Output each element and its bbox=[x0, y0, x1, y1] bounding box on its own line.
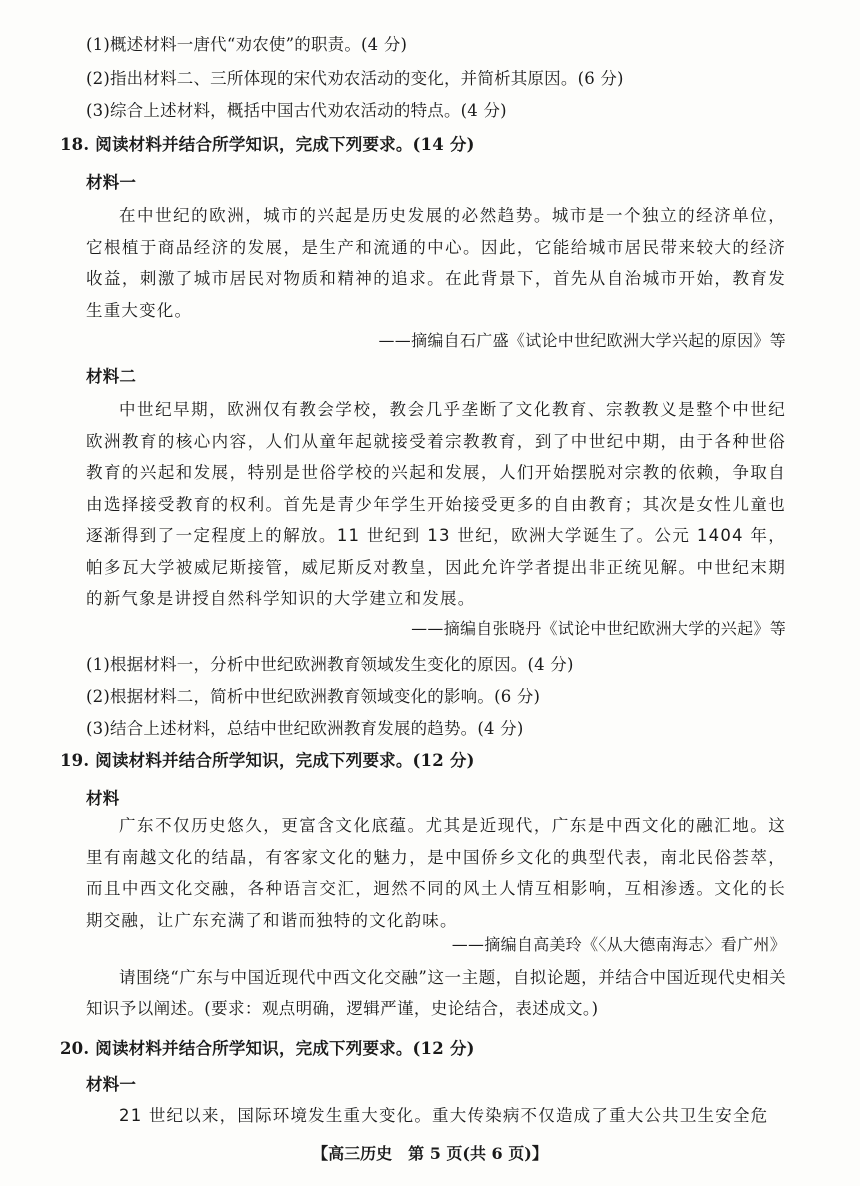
q18-material2-text: 中世纪早期，欧洲仅有教会学校，教会几乎垄断了文化教育、宗教教义是整个中世纪欧洲教育的核心内容，人们从童年起就接受着宗教教育，到了中世纪中期，由于各种世俗教育的兴起和发展，特别是世俗学校的兴起和发展，人们开始摆脱对宗教的依赖，争取自由选择接受教育的权利。首先是青少年学生开始接受更多的自由教育；其次是女性儿童也逐渐得到了一定程度上的解放。11 世纪到 13 世纪，欧洲大学诞生了。公元 1404 年，帕多瓦大学被威尼斯接管，威尼斯反对教皇，因此允许学者提出非正统见解。中世纪末期的新气象是讲授自然科学知识的大学建立和发展。 bbox=[86, 400, 786, 608]
q18-material1-label: 材料一 bbox=[86, 173, 137, 192]
q19-prompt: 请围绕“广东与中国近现代中西文化交融”这一主题，自拟论题，并结合中国近现代史相关知识予以阐述。(要求：观点明确，逻辑严谨，史论结合，表述成文。) bbox=[86, 968, 786, 1018]
q18-sub2: (2)根据材料二，简析中世纪欧洲教育领域变化的影响。(6 分) bbox=[86, 687, 541, 706]
q19-material-source: ——摘编自高美玲《〈从大德南海志〉看广州》 bbox=[451, 935, 786, 954]
page-footer: 【高三历史 第 5 页(共 6 页)】 bbox=[312, 1144, 548, 1163]
q18-material1-text: 在中世纪的欧洲，城市的兴起是历史发展的必然趋势。城市是一个独立的经济单位，它根植于商品经济的发展，是生产和流通的中心。因此，它能给城市居民带来较大的经济收益，刺激了城市居民对物质和精神的追求。在此背景下，首先从自治城市开始，教育发生重大变化。 bbox=[86, 206, 786, 320]
q18-material2-label: 材料二 bbox=[86, 367, 137, 386]
q17-sub2: (2)指出材料二、三所体现的宋代劝农活动的变化，并简析其原因。(6 分) bbox=[86, 69, 624, 88]
q18-sub1: (1)根据材料一，分析中世纪欧洲教育领域发生变化的原因。(4 分) bbox=[86, 655, 574, 674]
q19-heading: 19. 阅读材料并结合所学知识，完成下列要求。(12 分) bbox=[60, 751, 475, 770]
q20-material1-text: 21 世纪以来，国际环境发生重大变化。重大传染病不仅造成了重大公共卫生安全危 bbox=[119, 1106, 769, 1125]
q19-material-text: 广东不仅历史悠久，更富含文化底蕴。尤其是近现代，广东是中西文化的融汇地。这里有南越文化的结晶，有客家文化的魅力，是中国侨乡文化的典型代表，南北民俗荟萃，而且中西文化交融，各种语言交汇，迥然不同的风土人情互相影响，互相渗透。文化的长期交融，让广东充满了和谐而独特的文化韵味。 bbox=[86, 816, 786, 930]
q18-sub3: (3)结合上述材料，总结中世纪欧洲教育发展的趋势。(4 分) bbox=[86, 719, 524, 738]
q18-heading: 18. 阅读材料并结合所学知识，完成下列要求。(14 分) bbox=[60, 135, 475, 154]
q19-material-label: 材料 bbox=[86, 789, 120, 808]
q20-heading: 20. 阅读材料并结合所学知识，完成下列要求。(12 分) bbox=[60, 1039, 475, 1058]
q17-sub3: (3)综合上述材料，概括中国古代劝农活动的特点。(4 分) bbox=[86, 101, 507, 120]
q18-material2-source: ——摘编自张晓丹《试论中世纪欧洲大学的兴起》等 bbox=[411, 619, 786, 638]
q20-material1-label: 材料一 bbox=[86, 1075, 137, 1094]
q18-material1-source: ——摘编自石广盛《试论中世纪欧洲大学兴起的原因》等 bbox=[378, 331, 786, 350]
q17-sub1: (1)概述材料一唐代“劝农使”的职责。(4 分) bbox=[86, 35, 408, 54]
